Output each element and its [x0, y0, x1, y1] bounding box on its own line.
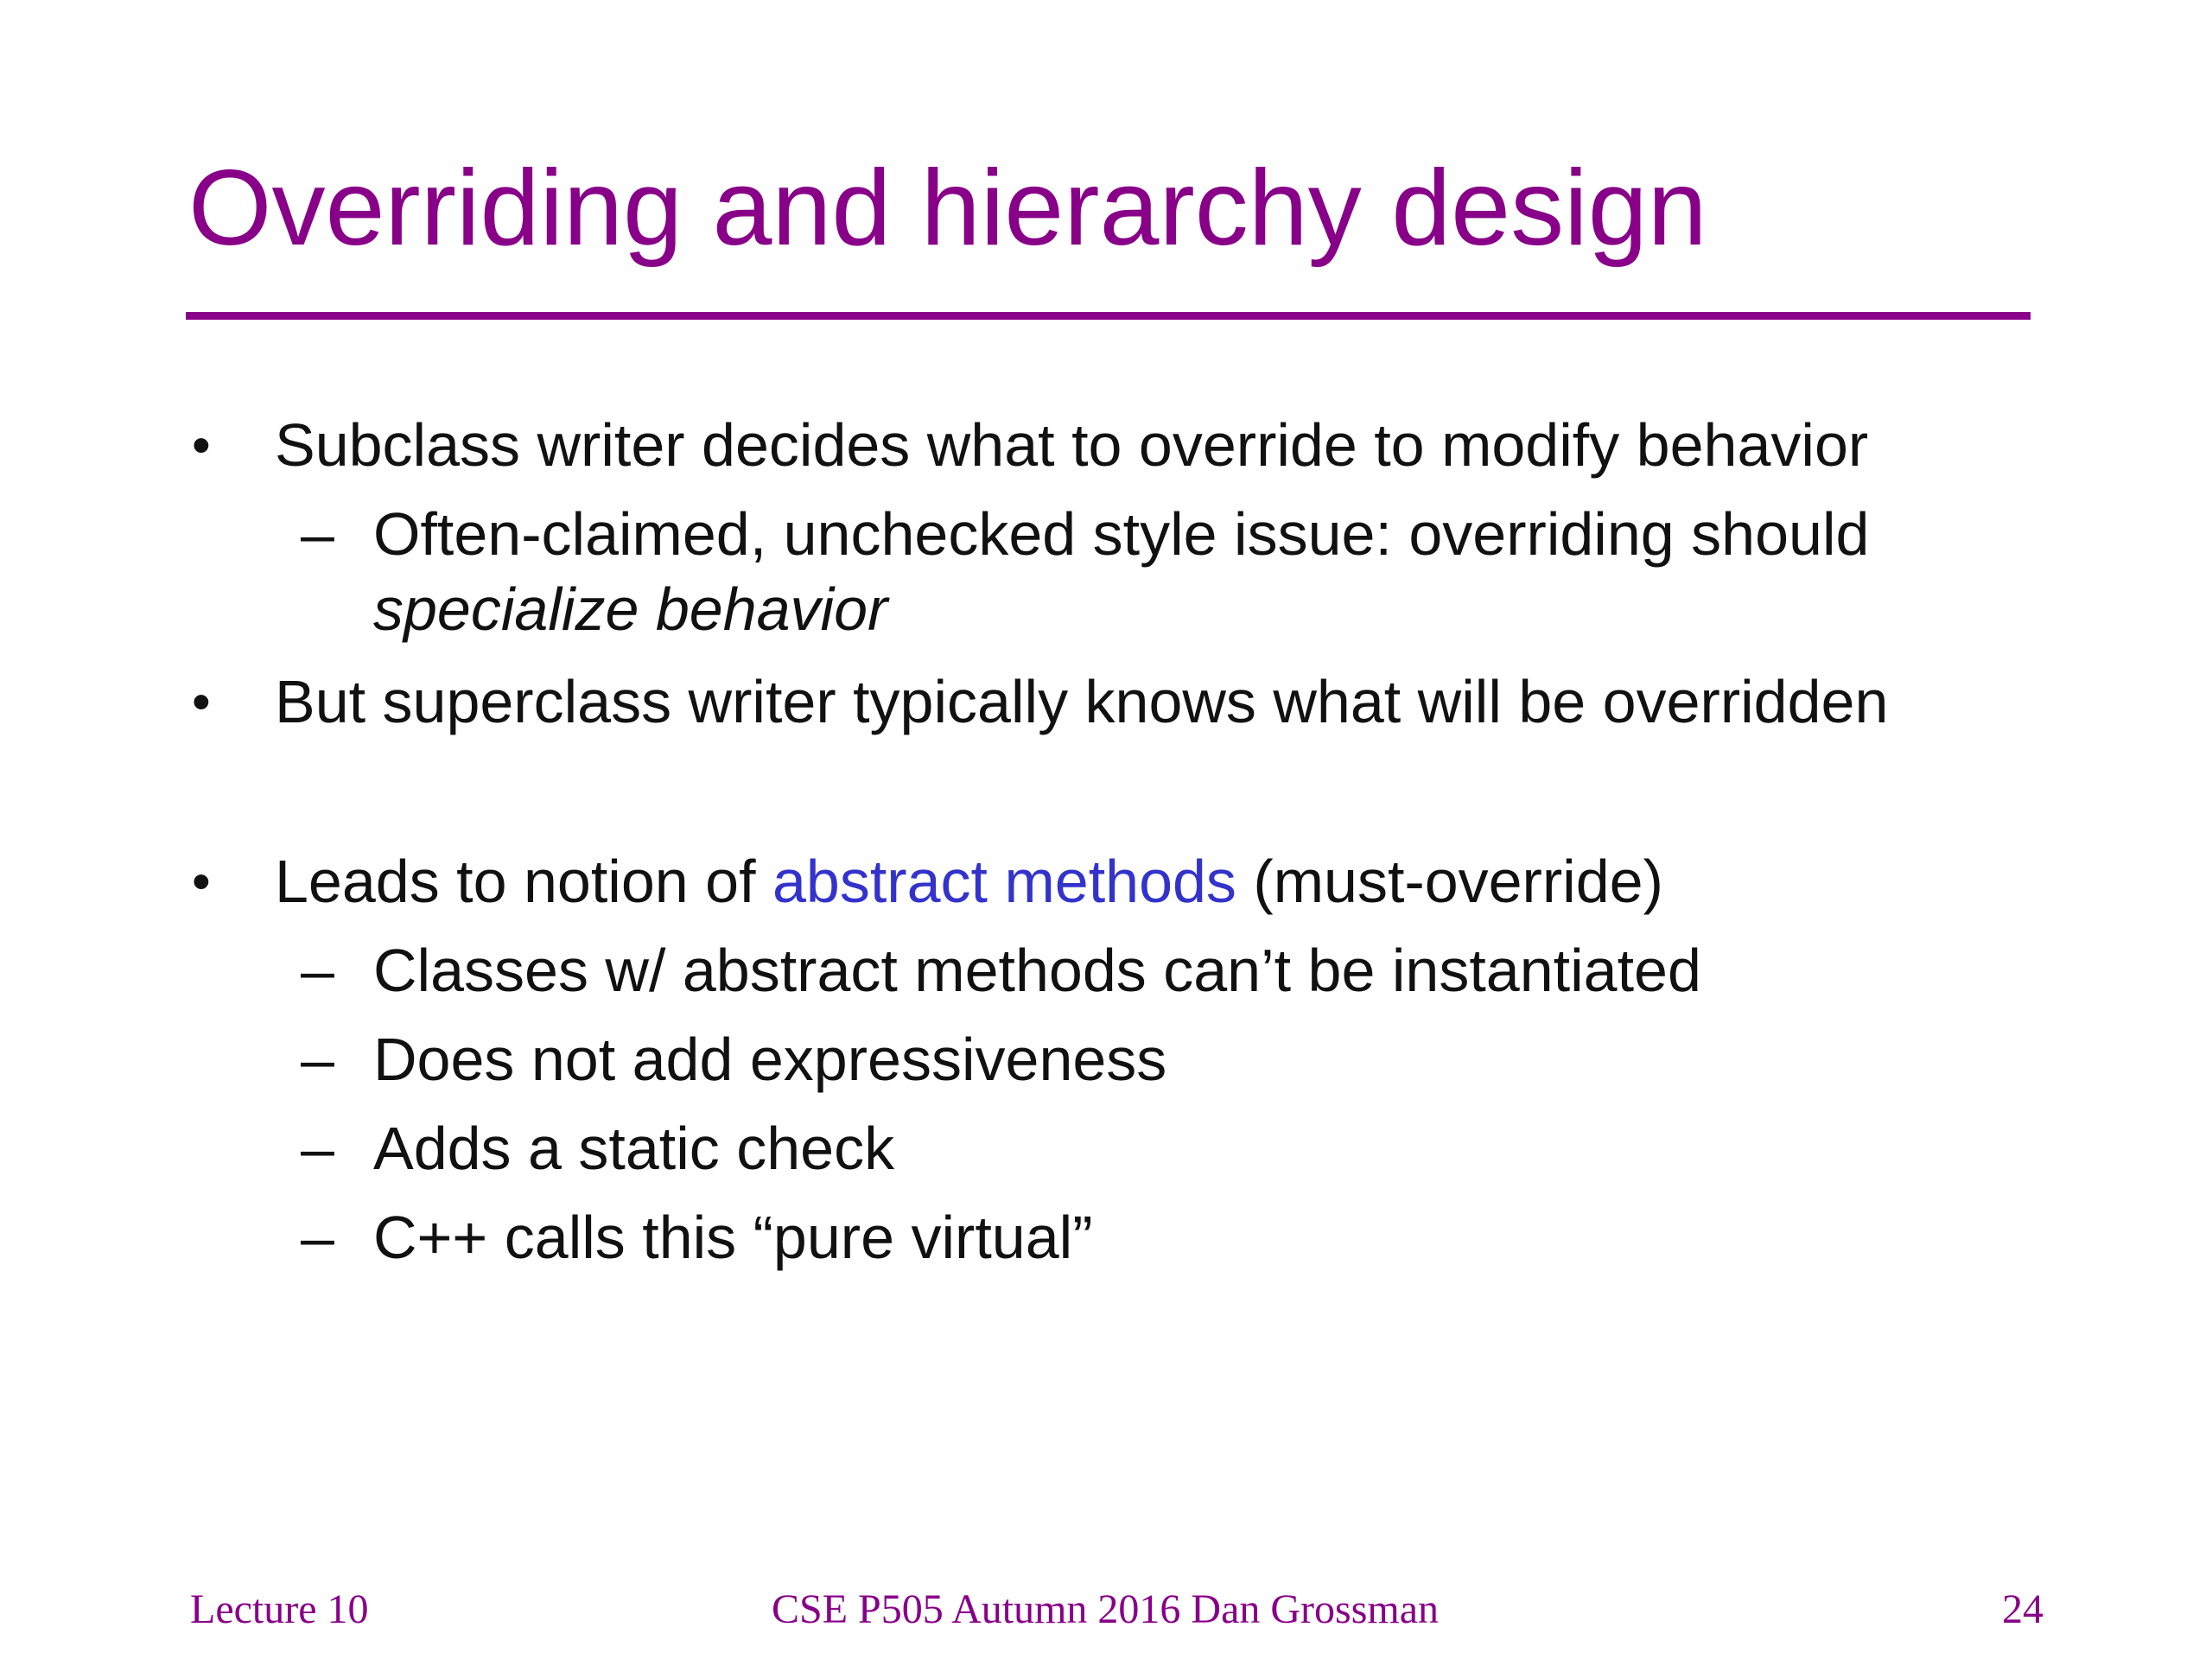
- dash-marker: –: [301, 937, 334, 1004]
- bullet-marker: •: [192, 416, 211, 475]
- bullet-3-pre: Leads to notion of: [275, 848, 772, 915]
- abstract-methods-term: abstract methods: [772, 848, 1236, 915]
- title-underline: [186, 312, 2031, 320]
- bullet-3-post: (must-override): [1236, 848, 1663, 915]
- footer-course: CSE P505 Autumn 2016 Dan Grossman: [772, 1586, 1440, 1632]
- sub-bullet-3-4: C++ calls this “pure virtual”: [373, 1204, 1093, 1271]
- bullet-2-text: But superclass writer typically knows what will be overridden: [275, 668, 1889, 735]
- slide-title: Overriding and hierarchy design: [188, 149, 1707, 268]
- sub-bullet-3-2: Does not add expressiveness: [373, 1026, 1167, 1093]
- sub-bullet-1-1-line2: specialize behavior: [373, 575, 888, 643]
- dash-marker: –: [301, 1115, 334, 1182]
- dash-marker: –: [301, 500, 334, 568]
- dash-marker: –: [301, 1026, 334, 1093]
- bullet-1-text: Subclass writer decides what to override to modify behavior: [275, 411, 1869, 479]
- dash-marker: –: [301, 1204, 334, 1271]
- sub-bullet-1-1-line1: Often-claimed, unchecked style issue: overriding should: [373, 500, 1870, 568]
- sub-bullet-3-1: Classes w/ abstract methods can’t be instantiated: [373, 937, 1701, 1004]
- footer-page-number: 24: [2002, 1586, 2044, 1632]
- bullet-marker: •: [192, 672, 211, 732]
- bullet-marker: •: [192, 852, 211, 912]
- footer-lecture: Lecture 10: [190, 1586, 369, 1632]
- bullet-3-text: [275, 848, 1663, 915]
- sub-bullet-3-3: Adds a static check: [373, 1115, 895, 1182]
